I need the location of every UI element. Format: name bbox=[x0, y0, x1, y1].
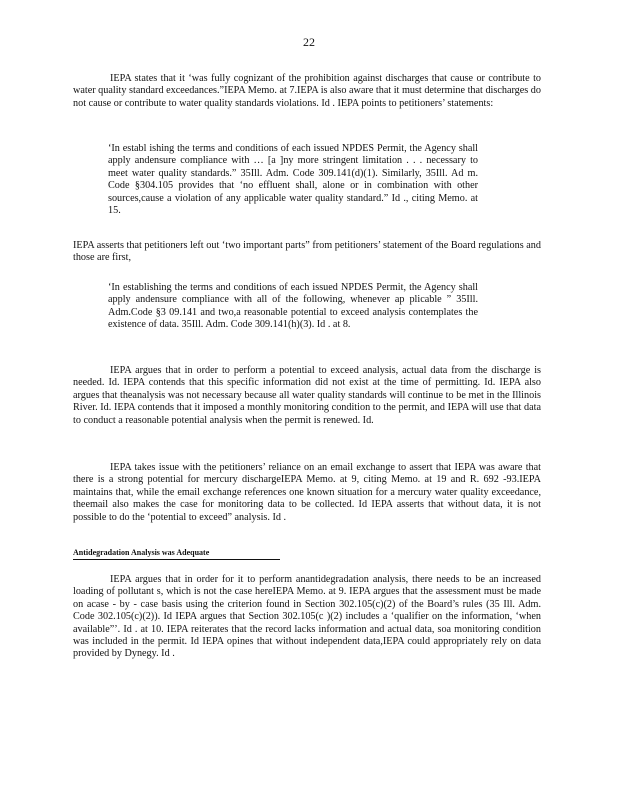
paragraph-iepa-potential-to-exceed: IEPA argues that in order to perform a potential to exceed analysis, actual data from the discharge is needed. Id. IEPA contends that this specific information did not exist at the time of permitting. Id. IEPA also argues that theanalysis was not necessary because all water quality standards will continue to be met in the Illinois River. Id. IEPA contends that it imposed a monthly monitoring condition to the permit, and IEPA will use that data to conduct a reasonable potential analysis when the permit is renewed. Id. bbox=[73, 365, 541, 426]
paragraph-iepa-cognizant: IEPA states that it ‘was fully cognizant of the prohibition against discharges that cause or contribute to water quality standard exceedances.”IEPA Memo. at 7.IEPA is also aware that it must determine that discharges do not cause or contribute to water quality standards violations. Id . IEPA points to petitioners’ statements: bbox=[73, 73, 541, 109]
section-heading: Antidegradation Analysis was Adequate bbox=[73, 548, 280, 560]
page-number: 22 bbox=[303, 35, 315, 49]
block-quote-npdes-terms: ‘In establ ishing the terms and conditions of each issued NPDES Permit, the Agency shall apply andensure compliance with … [a ]ny more stringent limitation . . . necessary to meet water quality standards.” 35Ill. Adm. Code 309.141(d)(1). Similarly, 35Ill. Ad m. Code §304.105 provides that ‘no effluent shall, alone or in combination with other sources,cause a violation of any applicable water quality standard.” Id ., citing Memo. at 15. bbox=[108, 143, 478, 217]
paragraph-iepa-asserts-omission: IEPA asserts that petitioners left out ‘two important parts” from petitioners’ statement of the Board regulations and those are first, bbox=[73, 240, 541, 264]
paragraph-iepa-email-exchange: IEPA takes issue with the petitioners’ reliance on an email exchange to assert that IEPA was aware that there is a strong potential for mercury dischargeIEPA Memo. at 9, citing Memo. at 19 and R. 692 -93.IEPA maintains that, while the email exchange references one known situation for a mercury water quality exceedance, theemail also makes the case for monitoring data to be collected. Id IEPA asserts that without data, it is not possible to do the ‘potential to exceed” analysis. Id . bbox=[73, 462, 541, 523]
paragraph-iepa-antidegradation: IEPA argues that in order for it to perform anantidegradation analysis, there needs to be an increased loading of pollutant s, which is not the case hereIEPA Memo. at 9. IEPA argues that the assessment must be made on acase - by - case basis using the criterion found in Section 302.105(c)(2) of the Board’s rules (35 Ill. Adm. Code 302.105(c)(2)). Id IEPA argues that Section 302.105(c )(2) includes a ‘qualifier on the information, ‘when available”’. Id . at 10. IEPA reiterates that the record lacks information and actual data, soa monitoring condition was included in the permit. Id IEPA opines that without independent data,IEPA could appropriately rely on data provided by Dynegy. Id . bbox=[73, 574, 541, 660]
block-quote-npdes-reasonable-potential: ‘In establishing the terms and conditions of each issued NPDES Permit, the Agency shall apply andensure compliance with all of the following, whenever ap plicable ” 35Ill. Adm.Code §3 09.141 and two,a reasonable potential to exceed analysis contemplates the existence of data. 35Ill. Adm. Code 309.141(h)(3). Id . at 8. bbox=[108, 282, 478, 331]
